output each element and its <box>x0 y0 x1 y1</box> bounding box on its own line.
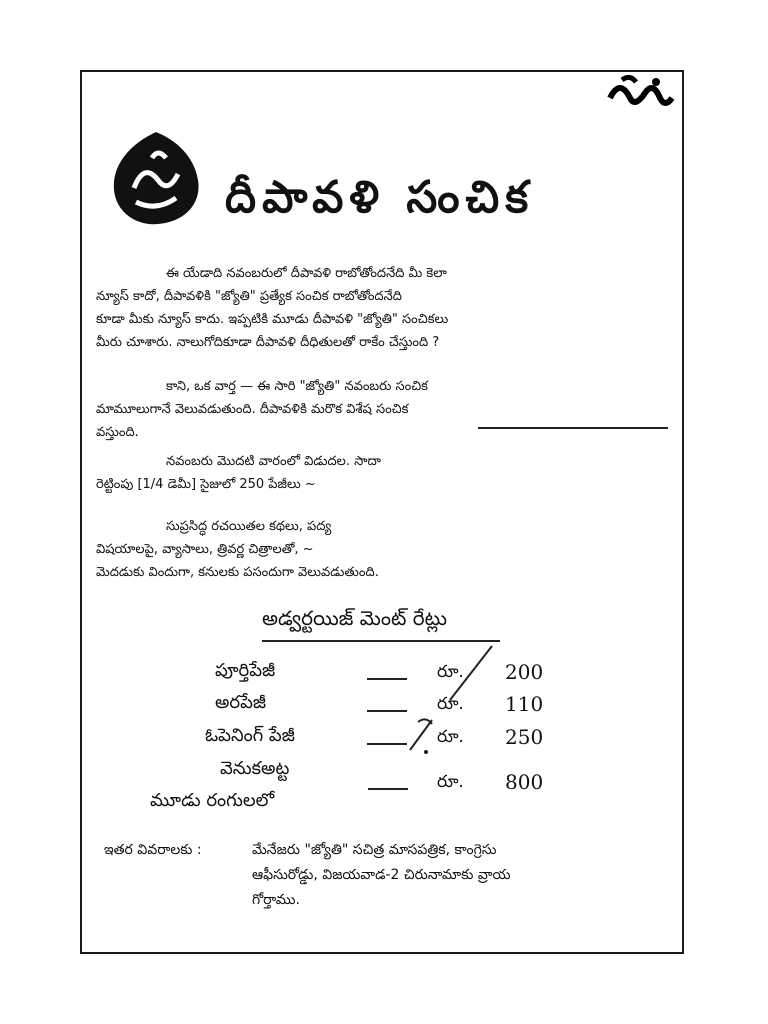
text-line: మెదడుకు విందుగా, కనులకు పసందుగా వెలువడుతుంది. <box>96 565 379 580</box>
text-line: కూడా మీకు న్యూస్ కాదు. ఇప్పటికి మూడు దీపావళి "జ్యోతి" సంచికలు <box>96 312 449 327</box>
news-paragraph <box>96 375 676 444</box>
text-line: విషయాలపై, వ్యాసాలు, త్రివర్ణ చిత్రాలతో, ~ <box>96 542 314 557</box>
text-line: మీరు చూశారు. నాలుగోదికూడా దీపావళి దీధితులతో రాకేం చేస్తుంది ? <box>96 335 440 350</box>
underline <box>478 427 668 429</box>
dash <box>368 788 408 790</box>
rate-value: 110 <box>505 692 544 716</box>
text-line: కాని, ఒక వార్త — ఈ సారి "జ్యోతి" నవంబరు సంచిక <box>166 379 428 394</box>
rate-label: ఓపెనింగ్ పేజీ <box>205 725 295 746</box>
release-paragraph <box>96 450 676 496</box>
text-line: వస్తుంది. <box>96 425 139 440</box>
text-line: ఈ యేడాది నవంబరులో దీపావళి రాబోతోందనేది మీ కెలా <box>166 266 447 281</box>
jyothi-logo <box>106 128 206 228</box>
rate-currency: రూ. <box>437 727 464 747</box>
text-line: న్యూస్ కాదో, దీపావళికి "జ్యోతి" ప్రత్యేక సంచిక రాబోతోందనేది <box>96 289 402 304</box>
contact-info <box>104 838 511 913</box>
rate-label: అరపేజీ <box>215 692 267 713</box>
rate-value: 200 <box>505 660 544 684</box>
page-title: దీపావళి సంచిక <box>225 172 535 223</box>
rate-label: వెనుకఅట్ట <box>220 758 290 779</box>
handwritten-mark-icon <box>600 68 680 128</box>
rate-value: 800 <box>505 770 544 794</box>
text-line: నవంబరు మొదటి వారంలో విడుదల. సాదా <box>166 454 382 469</box>
pen-mark-icon <box>360 640 500 770</box>
text-line: సుప్రసిద్ధ రచయితల కథలు, పద్య <box>166 519 332 534</box>
intro-paragraph <box>96 262 676 354</box>
rate-currency: రూ. <box>437 772 464 792</box>
rate-currency: రూ. <box>437 662 464 682</box>
contact-label: ఇతర వివరాలకు : <box>104 842 202 858</box>
contact-line: గోర్తాము. <box>252 892 300 908</box>
rate-value: 250 <box>505 725 544 749</box>
three-colors-note: మూడు రంగులలో <box>150 790 275 811</box>
text-line: రెట్టింపు [1/4 డెమీ] సైజులో 250 పేజీలు ~ <box>96 477 316 492</box>
contact-line: ఆఫీసురోడ్డు, విజయవాడ-2 చిరునామాకు వ్రాయ <box>252 867 511 883</box>
rate-currency: రూ. <box>437 694 464 714</box>
rate-label: పూర్తిపేజీ <box>215 660 276 681</box>
contact-line: మేనేజరు "జ్యోతి" సచిత్ర మాసపత్రిక, కాంగ్రెసు <box>252 842 497 858</box>
content-paragraph <box>96 515 676 584</box>
ad-rates-heading: అడ్వర్టయిజ్ మెంట్ రేట్లు <box>262 606 447 630</box>
text-line: మామూలుగానే వెలువడుతుంది. దీపావళికి మరొక విశేష సంచిక <box>96 402 409 417</box>
